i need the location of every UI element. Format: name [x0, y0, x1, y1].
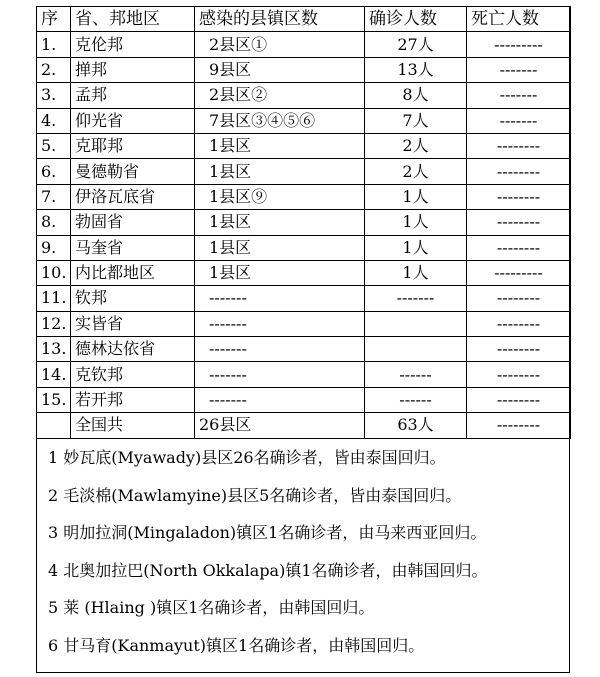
table-row	[37, 235, 571, 260]
cell-region: 内比都地区	[71, 260, 195, 285]
cell-seq: 9.	[37, 235, 71, 260]
footnote: 5 莱 (Hlaing )镇区1名确诊者，由韩国回归。	[48, 598, 375, 618]
cell-counties: 1县区⑨	[195, 184, 365, 209]
cell-total-deaths: --------	[467, 413, 571, 438]
cell-deaths: --------	[467, 159, 571, 184]
footnote: 6 甘马育(Kanmayut)镇区1名确诊者，由韩国回归。	[48, 635, 425, 655]
table-row	[37, 337, 571, 362]
cell-counties: 1县区	[195, 210, 365, 235]
cell-deaths: --------	[467, 286, 571, 311]
cell-counties: 2县区①	[195, 32, 365, 57]
cell-region: 克耶邦	[71, 133, 195, 158]
cell-deaths: --------	[467, 387, 571, 412]
cell-deaths: --------	[467, 362, 571, 387]
cell-region: 仰光省	[71, 108, 195, 133]
cell-seq: 15.	[37, 387, 71, 412]
cell-deaths: -------	[467, 83, 571, 108]
cell-region: 勃固省	[71, 210, 195, 235]
cell-deaths: --------	[467, 311, 571, 336]
covid-case-table	[36, 6, 571, 439]
cell-confirmed	[365, 337, 467, 362]
cell-counties: 1县区	[195, 260, 365, 285]
cell-confirmed: 1人	[365, 184, 467, 209]
cell-seq	[37, 413, 71, 438]
table-row	[37, 32, 571, 57]
header-counties: 感染的县镇区数	[195, 7, 365, 32]
cell-seq: 5.	[37, 133, 71, 158]
cell-seq: 7.	[37, 184, 71, 209]
cell-seq: 12.	[37, 311, 71, 336]
cell-confirmed	[365, 311, 467, 336]
cell-seq: 10.	[37, 260, 71, 285]
cell-deaths: --------	[467, 235, 571, 260]
footnote: 4 北奥加拉巴(North Okkalapa)镇1名确诊者，由韩国回归。	[48, 560, 488, 580]
cell-seq: 4.	[37, 108, 71, 133]
table-row	[37, 83, 571, 108]
cell-seq: 11.	[37, 286, 71, 311]
cell-seq: 3.	[37, 83, 71, 108]
cell-seq: 6.	[37, 159, 71, 184]
cell-counties: 9县区	[195, 57, 365, 82]
cell-total-label: 全国共	[71, 413, 195, 438]
cell-region: 钦邦	[71, 286, 195, 311]
table-row	[37, 184, 571, 209]
cell-total-confirmed: 63人	[365, 413, 467, 438]
table-header-row	[37, 7, 571, 32]
cell-region: 克伦邦	[71, 32, 195, 57]
cell-region: 掸邦	[71, 57, 195, 82]
cell-region: 克钦邦	[71, 362, 195, 387]
cell-region: 曼德勒省	[71, 159, 195, 184]
cell-seq: 14.	[37, 362, 71, 387]
cell-region: 孟邦	[71, 83, 195, 108]
footnote: 2 毛淡棉(Mawlamyine)县区5名确诊者，皆由泰国回归。	[48, 485, 462, 505]
cell-counties: 2县区②	[195, 83, 365, 108]
table-row	[37, 286, 571, 311]
cell-deaths: -------	[467, 108, 571, 133]
cell-region: 德林达依省	[71, 337, 195, 362]
cell-total-counties: 26县区	[195, 413, 365, 438]
footnote: 3 明加拉洞(Mingaladon)镇区1名确诊者，由马来西亚回归。	[48, 523, 487, 543]
table-row	[37, 387, 571, 412]
cell-confirmed: 2人	[365, 133, 467, 158]
cell-deaths: --------	[467, 184, 571, 209]
cell-deaths: ---------	[467, 32, 571, 57]
cell-region: 伊洛瓦底省	[71, 184, 195, 209]
cell-confirmed: 1人	[365, 210, 467, 235]
cell-seq: 13.	[37, 337, 71, 362]
cell-counties: -------	[195, 311, 365, 336]
cell-counties: -------	[195, 362, 365, 387]
header-confirmed: 确诊人数	[365, 7, 467, 32]
cell-deaths: -------	[467, 57, 571, 82]
cell-deaths: --------	[467, 337, 571, 362]
cell-region: 实皆省	[71, 311, 195, 336]
cell-confirmed: ------	[365, 387, 467, 412]
table-row	[37, 133, 571, 158]
cell-confirmed: 7人	[365, 108, 467, 133]
cell-confirmed: 27人	[365, 32, 467, 57]
cell-seq: 2.	[37, 57, 71, 82]
table-row	[37, 210, 571, 235]
cell-deaths: ---------	[467, 260, 571, 285]
cell-counties: 7县区③④⑤⑥	[195, 108, 365, 133]
cell-seq: 1.	[37, 32, 71, 57]
cell-counties: -------	[195, 387, 365, 412]
cell-confirmed: -------	[365, 286, 467, 311]
table-row	[37, 260, 571, 285]
total-row	[37, 413, 571, 438]
cell-counties: -------	[195, 286, 365, 311]
cell-deaths: --------	[467, 210, 571, 235]
cell-confirmed: 13人	[365, 57, 467, 82]
cell-seq: 8.	[37, 210, 71, 235]
cell-confirmed: 1人	[365, 235, 467, 260]
table-row	[37, 57, 571, 82]
header-seq: 序	[37, 7, 71, 32]
cell-region: 马奎省	[71, 235, 195, 260]
footnote: 1 妙瓦底(Myawady)县区26名确诊者，皆由泰国回归。	[48, 448, 446, 467]
header-region: 省、邦地区	[71, 7, 195, 32]
cell-region: 若开邦	[71, 387, 195, 412]
cell-counties: 1县区	[195, 235, 365, 260]
cell-confirmed: 2人	[365, 159, 467, 184]
table-row	[37, 362, 571, 387]
cell-counties: 1县区	[195, 159, 365, 184]
cell-counties: -------	[195, 337, 365, 362]
cell-counties: 1县区	[195, 133, 365, 158]
footnotes	[42, 447, 562, 673]
table-row	[37, 108, 571, 133]
cell-confirmed: 1人	[365, 260, 467, 285]
cell-confirmed: 8人	[365, 83, 467, 108]
cell-deaths: --------	[467, 133, 571, 158]
header-deaths: 死亡人数	[467, 7, 571, 32]
table-row	[37, 311, 571, 336]
cell-confirmed: ------	[365, 362, 467, 387]
table-row	[37, 159, 571, 184]
